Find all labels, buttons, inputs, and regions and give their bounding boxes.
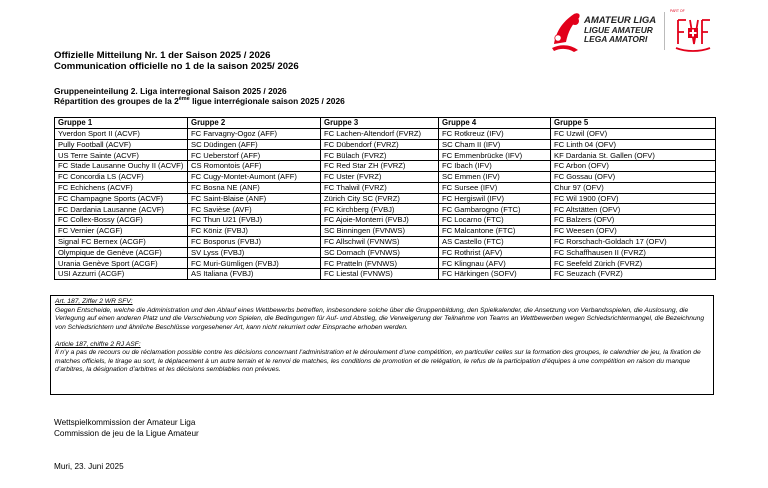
commission-fr: Commission de jeu de la Ligue Amateur (54, 429, 199, 438)
table-row (55, 161, 716, 172)
team-cell: FC Klingnau (AFV) (439, 258, 551, 269)
team-cell: FC Rorschach-Goldach 17 (OFV) (551, 236, 716, 247)
team-cell: FC Köniz (FVBJ) (188, 225, 321, 236)
team-cell: FC Champagne Sports (ACVF) (55, 193, 188, 204)
team-cell: USI Azzurri (ACGF) (55, 269, 188, 280)
team-cell: FC Sursee (IFV) (439, 182, 551, 193)
table-row (55, 193, 716, 204)
groups-header-row (55, 118, 716, 129)
table-row (55, 150, 716, 161)
team-cell: Chur 97 (OFV) (551, 182, 716, 193)
team-cell: SC Düdingen (AFF) (188, 139, 321, 150)
team-cell: FC Stade Lausanne Ouchy II (ACVF) (55, 161, 188, 172)
team-cell: FC Bülach (FVRZ) (321, 150, 439, 161)
team-cell: KF Dardania St. Gallen (OFV) (551, 150, 716, 161)
team-cell: FC Thalwil (FVRZ) (321, 182, 439, 193)
commission-de: Wettspielkommission der Amateur Liga (54, 418, 196, 427)
team-cell: FC Locarno (FTC) (439, 215, 551, 226)
rule-text-fr: Il n’y a pas de recours ou de réclamation possible contre les décisions concernant l’administration et le déroulement d’une compétition, en particulier celles sur la formation des groupes, le calendrier de jeu, la fixation de matches officiels, le tirage au sort, le déplacement à un autre terrain et le renvoi de matches, les conditions de promotion et de relégation, le refus de la participation d’équipes à une compétition en raison du manque d’arbitres, la désignation d’arbitres et les décisions semblables non prévues. (55, 349, 701, 373)
team-cell: Signal FC Bernex (ACGF) (55, 236, 188, 247)
logo-line-3: LEGA AMATORI (584, 34, 648, 44)
subtitle-fr-part-1: Répartition des groupes de la 2 (54, 96, 179, 106)
team-cell: FC Ibach (IFV) (439, 161, 551, 172)
logo-divider (664, 12, 665, 50)
team-cell: FC Dübendorf (FVRZ) (321, 139, 439, 150)
rule-reference-fr: Article 187, chiffre 2 RJ ASF: (55, 340, 141, 348)
team-cell: AS Castello (FTC) (439, 236, 551, 247)
logo-wordmark (584, 16, 656, 45)
team-cell: FC Muri-Gümligen (FVBJ) (188, 258, 321, 269)
groups-table (54, 117, 716, 280)
team-cell: FC Rotkreuz (IFV) (439, 128, 551, 139)
team-cell: FC Collex-Bossy (ACGF) (55, 215, 188, 226)
team-cell: FC Härkingen (SOFV) (439, 269, 551, 280)
subtitle-fr-superscript: ème (178, 96, 190, 103)
team-cell: CS Romontois (AFF) (188, 161, 321, 172)
team-cell: FC Bosporus (FVBJ) (188, 236, 321, 247)
team-cell: FC Bosna NE (ANF) (188, 182, 321, 193)
groups-table-body (55, 128, 716, 279)
team-cell: FC Cugy-Montet-Aumont (AFF) (188, 171, 321, 182)
rules-notice-box (50, 295, 714, 395)
rule-text-de: Gegen Entscheide, welche die Administration und den Ablauf eines Wettbewerbs betreffen, insbesondere solche über die Gruppenbildung, den Spielkalender, die Ansetzung von Verbandsspielen, die Auslosung, die Verlegung auf einen anderen Platz und die Verschiebung von Spielen, die Bedingungen für Auf- und Abstieg, die Verweigerung der Teilnahme von Teams an Wettbewerben wegen Schiedsrichtermangel, die Bezeichnung von Schiedsrichtern und ähnliche Beschlüsse vorgesehener Art, kann nicht rekurriert oder Einsprache erhoben werden. (55, 306, 705, 331)
team-cell: FC Echichens (ACVF) (55, 182, 188, 193)
team-cell: Olympique de Genève (ACGF) (55, 247, 188, 258)
sfv-asf-logo-icon (670, 8, 716, 54)
table-row (55, 182, 716, 193)
team-cell: FC Dardania Lausanne (ACVF) (55, 204, 188, 215)
team-cell: SV Lyss (FVBJ) (188, 247, 321, 258)
team-cell: Pully Football (ACVF) (55, 139, 188, 150)
table-row (55, 204, 716, 215)
table-row (55, 215, 716, 226)
team-cell: FC Red Star ZH (FVRZ) (321, 161, 439, 172)
association-caption: PART OF (670, 9, 685, 13)
team-cell: FC Saint-Blaise (ANF) (188, 193, 321, 204)
group-header: Gruppe 2 (188, 118, 321, 129)
table-row (55, 236, 716, 247)
logo-line-2: LIGUE AMATEUR (584, 24, 653, 35)
team-cell: FC Seefeld Zürich (FVRZ) (551, 258, 716, 269)
team-cell: SC Cham II (IFV) (439, 139, 551, 150)
team-cell: FC Savièse (AVF) (188, 204, 321, 215)
group-header: Gruppe 5 (551, 118, 716, 129)
team-cell: FC Ueberstorf (AFF) (188, 150, 321, 161)
team-cell: FC Arbon (OFV) (551, 161, 716, 172)
player-silhouette-icon (548, 8, 584, 54)
team-cell: FC Kirchberg (FVBJ) (321, 204, 439, 215)
table-row (55, 258, 716, 269)
team-cell: FC Uzwil (OFV) (551, 128, 716, 139)
team-cell: FC Thun U21 (FVBJ) (188, 215, 321, 226)
team-cell: SC Binningen (FVNWS) (321, 225, 439, 236)
team-cell: FC Allschwil (FVNWS) (321, 236, 439, 247)
team-cell: AS Italiana (FVBJ) (188, 269, 321, 280)
group-header: Gruppe 1 (55, 118, 188, 129)
title-fr: Communication officielle no 1 de la saison 2025/ 2026 (54, 61, 299, 72)
table-row (55, 247, 716, 258)
team-cell: FC Gossau (OFV) (551, 171, 716, 182)
team-cell: FC Malcantone (FTC) (439, 225, 551, 236)
team-cell: FC Uster (FVRZ) (321, 171, 439, 182)
team-cell: US Terre Sainte (ACVF) (55, 150, 188, 161)
subtitle-fr (54, 96, 345, 106)
team-cell: FC Pratteln (FVNWS) (321, 258, 439, 269)
team-cell: FC Weesen (OFV) (551, 225, 716, 236)
group-header: Gruppe 3 (321, 118, 439, 129)
team-cell: SC Dornach (FVNWS) (321, 247, 439, 258)
team-cell: FC Farvagny-Ogoz (AFF) (188, 128, 321, 139)
team-cell: FC Balzers (OFV) (551, 215, 716, 226)
table-row (55, 225, 716, 236)
team-cell: Yverdon Sport II (ACVF) (55, 128, 188, 139)
team-cell: FC Liestal (FVNWS) (321, 269, 439, 280)
table-row (55, 269, 716, 280)
team-cell: FC Wil 1900 (OFV) (551, 193, 716, 204)
team-cell: FC Emmenbrücke (IFV) (439, 150, 551, 161)
team-cell: FC Vernier (ACGF) (55, 225, 188, 236)
team-cell: FC Rothrist (AFV) (439, 247, 551, 258)
team-cell: FC Linth 04 (OFV) (551, 139, 716, 150)
team-cell: FC Hergiswil (IFV) (439, 193, 551, 204)
table-row (55, 139, 716, 150)
team-cell: FC Ajoie-Monterri (FVBJ) (321, 215, 439, 226)
team-cell: FC Gambarogno (FTC) (439, 204, 551, 215)
team-cell: FC Altstätten (OFV) (551, 204, 716, 215)
subtitle-fr-part-2: ligue interrégionale saison 2025 / 2026 (189, 96, 345, 106)
team-cell: FC Lachen-Altendorf (FVRZ) (321, 128, 439, 139)
title-de: Offizielle Mitteilung Nr. 1 der Saison 2025 / 2026 (54, 50, 271, 61)
rule-reference-de: Art. 187, Ziffer 2 WR SFV: (55, 298, 133, 305)
team-cell: Zürich City SC (FVRZ) (321, 193, 439, 204)
team-cell: FC Concordia LS (ACVF) (55, 171, 188, 182)
table-row (55, 171, 716, 182)
team-cell: FC Schaffhausen II (FVRZ) (551, 247, 716, 258)
team-cell: FC Seuzach (FVRZ) (551, 269, 716, 280)
table-row (55, 128, 716, 139)
place-date: Muri, 23. Juni 2025 (54, 462, 124, 471)
subtitle-de: Gruppeneinteilung 2. Liga interregional Saison 2025 / 2026 (54, 86, 287, 96)
team-cell: SC Emmen (IFV) (439, 171, 551, 182)
group-header: Gruppe 4 (439, 118, 551, 129)
logo-line-1: AMATEUR LIGA (584, 15, 657, 26)
team-cell: Urania Genève Sport (ACGF) (55, 258, 188, 269)
amateur-liga-logo (548, 8, 728, 54)
